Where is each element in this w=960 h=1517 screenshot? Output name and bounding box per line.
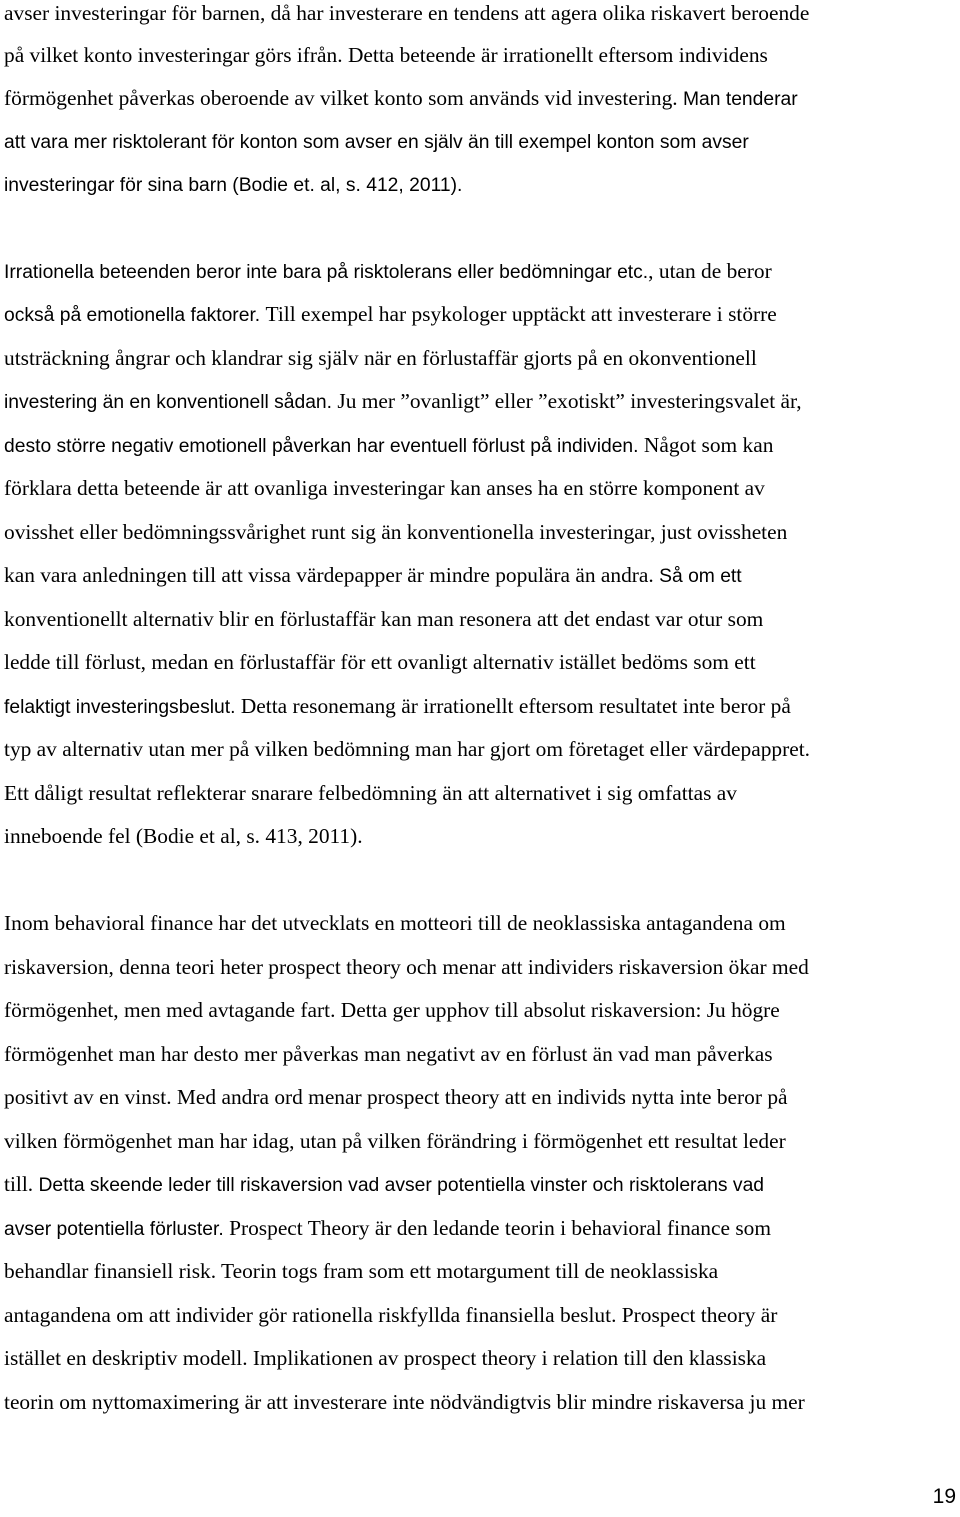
text-line: riskaversion, denna teori heter prospect theory och menar att individers riskaversion ökar med: [4, 955, 809, 979]
text-line: Inom behavioral finance har det utvecklats en motteori till de neoklassiska antagandena om: [4, 911, 786, 935]
text-line: avser potentiella förluster. Prospect Theory är den ledande teorin i behavioral finance som: [4, 1216, 771, 1240]
text-line: på vilket konto investeringar görs ifrån. Detta beteende är irrationellt eftersom individens: [4, 43, 768, 67]
text-line: felaktigt investeringsbeslut. Detta resonemang är irrationellt eftersom resultatet inte beror på: [4, 694, 791, 718]
text-line: kan vara anledningen till att vissa värdepapper är mindre populära än andra. Så om ett: [4, 563, 742, 587]
page-number: 19: [932, 1485, 956, 1508]
text-line: vilken förmögenhet man har idag, utan på vilken förändring i förmögenhet ett resultat leder: [4, 1129, 786, 1153]
text-line: till. Detta skeende leder till riskaversion vad avser potentiella vinster och risktolerans vad: [4, 1172, 765, 1196]
text-line: Irrationella beteenden beror inte bara på risktolerans eller bedömningar etc., utan de beror: [4, 259, 772, 283]
text-line: ovisshet eller bedömningssvårighet runt sig än konventionella investeringar, just ovissheten: [4, 520, 788, 544]
text-line: konventionellt alternativ blir en förlustaffär kan man resonera att det endast var otur som: [4, 607, 764, 631]
text-line: avser investeringar för barnen, då har investerare en tendens att agera olika riskavert beroende: [4, 1, 810, 25]
text-line: förmögenhet man har desto mer påverkas man negativt av en förlust än vad man påverkas: [4, 1042, 773, 1066]
text-line: att vara mer risktolerant för konton som avser en själv än till exempel konton som avser: [4, 132, 749, 153]
text-line: istället en deskriptiv modell. Implikationen av prospect theory i relation till den klassiska: [4, 1346, 767, 1370]
text-line: investering än en konventionell sådan. Ju mer ”ovanligt” eller ”exotiskt” investeringsvalet är,: [4, 389, 802, 413]
text-line: också på emotionella faktorer. Till exempel har psykologer upptäckt att investerare i större: [4, 302, 777, 326]
text-line: förklara detta beteende är att ovanliga investeringar kan anses ha en större komponent av: [4, 476, 765, 500]
text-line: typ av alternativ utan mer på vilken bedömning man har gjort om företaget eller värdepappret.: [4, 737, 811, 761]
text-line: utsträckning ångrar och klandrar sig själv när en förlustaffär gjorts på en okonventionell: [4, 346, 757, 370]
text-line: desto större negativ emotionell påverkan har eventuell förlust på individen. Något som kan: [4, 433, 774, 457]
text-line: förmögenhet påverkas oberoende av vilket konto som används vid investering. Man tenderar: [4, 86, 798, 110]
text-line: antagandena om att individer gör rationella riskfyllda finansiella beslut. Prospect theory är: [4, 1303, 778, 1327]
text-line: behandlar finansiell risk. Teorin togs fram som ett motargument till de neoklassiska: [4, 1259, 719, 1283]
document-page: [4, 0, 956, 1517]
text-line: inneboende fel (Bodie et al, s. 413, 2011).: [4, 824, 363, 848]
text-line: förmögenhet, men med avtagande fart. Detta ger upphov till absolut riskaversion: Ju högre: [4, 998, 780, 1022]
text-line: ledde till förlust, medan en förlustaffär för ett ovanligt alternativ istället bedöms som ett: [4, 650, 756, 674]
text-line: Ett dåligt resultat reflekterar snarare felbedömning än att alternativet i sig omfattas av: [4, 781, 737, 805]
text-line: investeringar för sina barn (Bodie et. al, s. 412, 2011).: [4, 175, 463, 196]
text-line: teorin om nyttomaximering är att investerare inte nödvändigtvis blir mindre riskaversa ju mer: [4, 1390, 805, 1414]
text-line: positivt av en vinst. Med andra ord menar prospect theory att en individs nytta inte beror på: [4, 1085, 788, 1109]
